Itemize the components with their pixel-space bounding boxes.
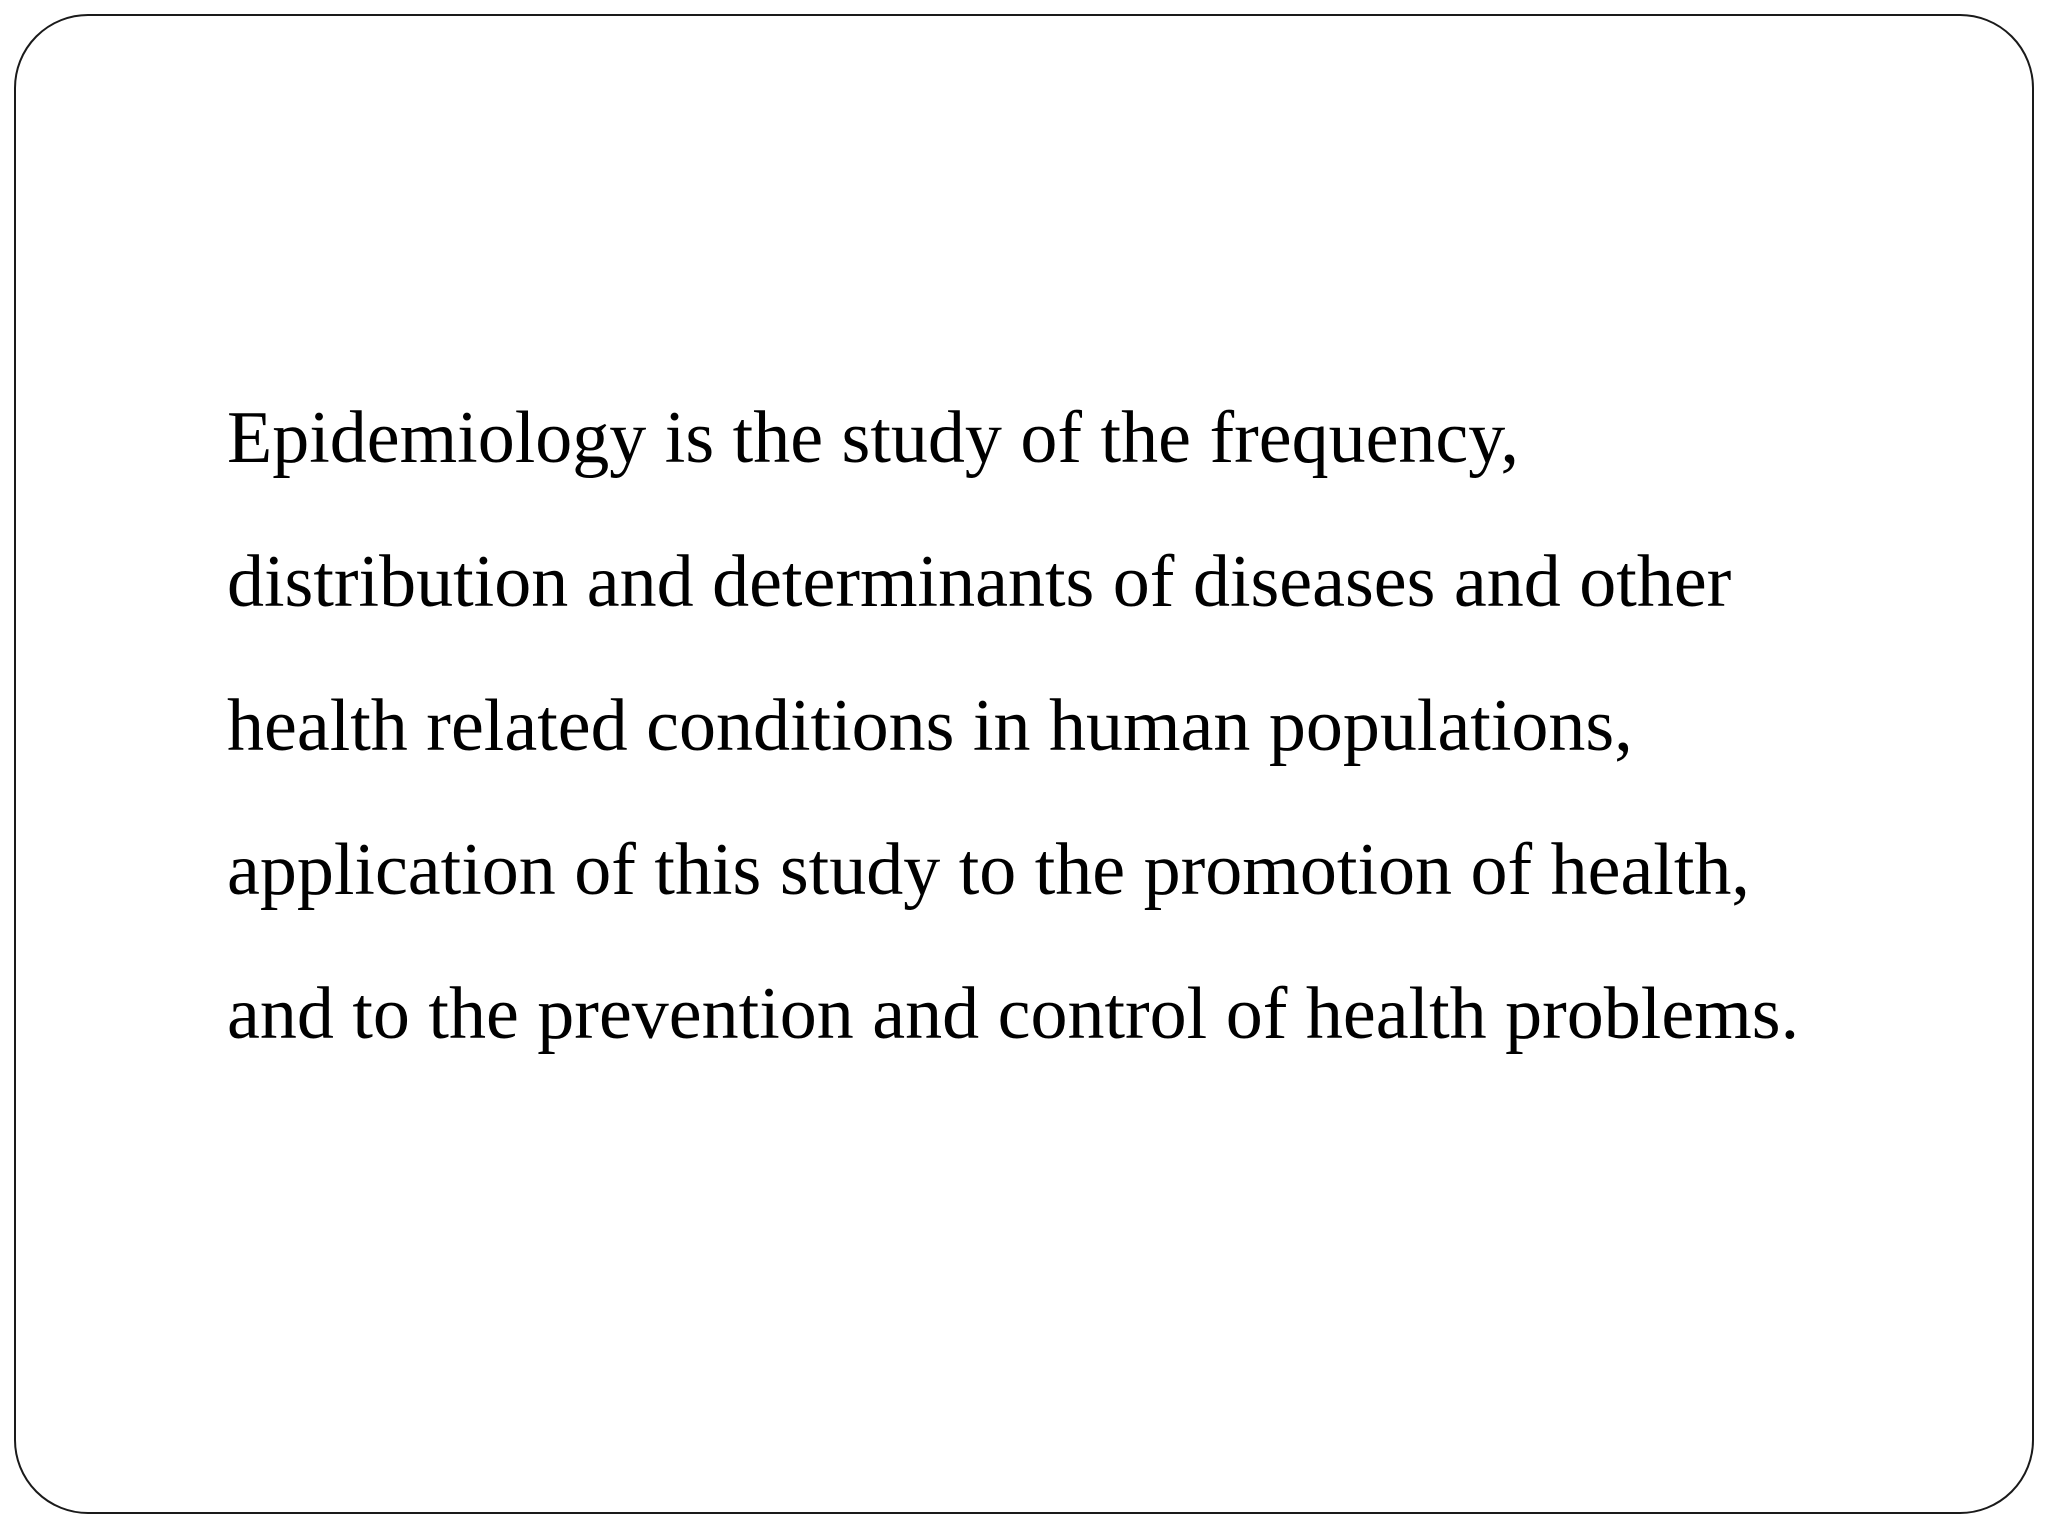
slide-body-text xyxy=(227,366,2007,1086)
slide-text-line: health related conditions in human populations, xyxy=(227,685,1633,767)
slide-text-line: application of this study to the promotion of health, xyxy=(227,829,1750,911)
slide-text-line: and to the prevention and control of health problems. xyxy=(227,973,1800,1055)
slide-text-line: distribution and determinants of diseases and other xyxy=(227,541,1732,623)
slide-text-line: Epidemiology is the study of the frequency, xyxy=(227,397,1519,479)
